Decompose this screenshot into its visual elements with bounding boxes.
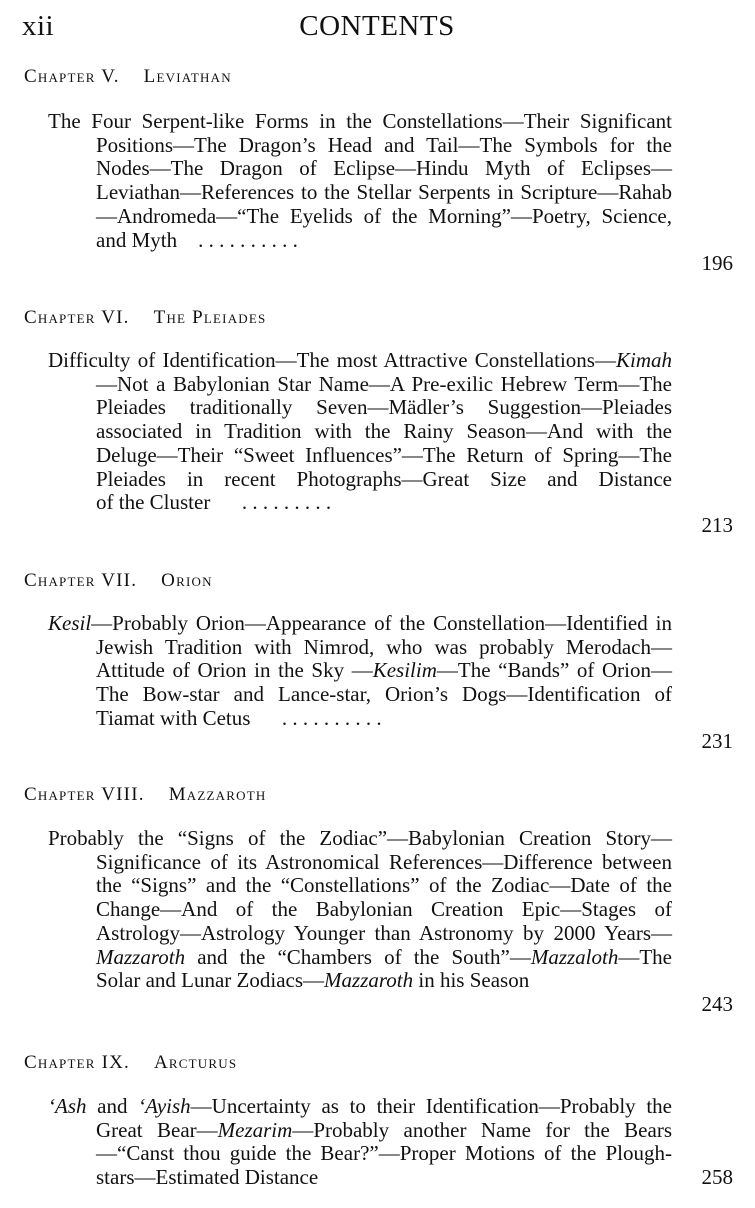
chapter-heading [24, 1052, 237, 1074]
chapter-summary [48, 348, 672, 515]
summary-last-line: Myth [131, 227, 178, 252]
chapter-summary [48, 611, 673, 731]
chapter-number: Chapter VI. [24, 307, 130, 328]
chapter-number: Chapter V. [24, 66, 120, 87]
summary-last-line: Cetus [202, 705, 251, 730]
chapter-name: Arcturus [153, 1052, 238, 1073]
summary-text: Probably the “Signs of the Zodiac”—Babylonian Creation Story—Significance of its Astronomical References—Difference between the “Signs” and the “Constellations” of the Zodiac—Date of the Change—And of the Babylonian Creation Epic—Stages of Astrology—Astrology Younger than Astronomy by 2000 Years—Mazzaroth and the “Chambers of the South”—Mazzaloth—The Solar and Lunar Zodiacs—Mazzaroth in his Season [48, 826, 672, 993]
summary-text: Kesil—Probably Orion—Appearance of the Constellation—Identified in Jewish Tradition with Nimrod, who was probably Merodach—Attitude of Orion in the Sky —Kesilim—The “Bands” of Orion—The Bow-star and Lance-star, Orion’s Dogs—Identification of Tiamat with [48, 611, 673, 730]
leader-dots: . . . . . . . . . . [281, 705, 382, 730]
page-title: CONTENTS [299, 10, 455, 42]
summary-text: The Four Serpent-like Forms in the Constellations—Their Significant Positions—The Dragon’s Head and Tail—The Symbols for the Nodes—The Dragon of Eclipse—Hindu Myth of Eclipses—Leviathan—References to the Stellar Serpents in Scripture—Rahab—Andromeda—“The Eyelids of the Morning”—Poetry, Science, and [48, 109, 672, 252]
page-header [22, 6, 732, 46]
chapter-heading [24, 66, 232, 88]
chapter-summary [48, 826, 672, 993]
page-number: 231 [701, 729, 733, 753]
page-number: 213 [701, 513, 733, 537]
summary-text: ‘Ash and ‘Ayish—Uncertainty as to their Identification—Probably the Great Bear—Mezarim—Probably another Name for the Bears—“Canst thou guide the Bear?”—Proper Motions of the Plough-stars—Estimated Distance [48, 1094, 672, 1190]
summary-text: Difficulty of Identification—The most Attractive Constellations—Kimah—Not a Babylonian Star Name—A Pre-exilic Hebrew Term—The Pleiades traditionally Seven—Mädler’s Suggestion—Pleiades associated in Tradition with the Rainy Season—And with the Deluge—Their “Sweet Influences”—The Return of Spring—The Pleiades in recent Photographs—Great Size and Distance [48, 348, 672, 491]
summary-last-line: of the Cluster [96, 490, 211, 515]
chapter-number: Chapter VII. [24, 570, 138, 591]
chapter-name: Leviathan [143, 66, 232, 87]
chapter-name: The Pleiades [153, 307, 267, 328]
page-number: 258 [701, 1165, 733, 1189]
page-folio: xii [22, 10, 55, 42]
chapter-name: Mazzaroth [168, 784, 267, 805]
leader-dots: . . . . . . . . . . [198, 227, 298, 252]
chapter-summary [48, 109, 672, 252]
chapter-heading [24, 307, 266, 329]
chapter-number: Chapter IX. [24, 1052, 130, 1073]
chapter-name: Orion [161, 570, 213, 591]
chapter-heading [24, 570, 213, 592]
page-number: 196 [701, 251, 733, 275]
chapter-number: Chapter VIII. [24, 784, 145, 805]
chapter-heading [24, 784, 266, 806]
leader-dots: . . . . . . . . . [241, 490, 332, 515]
chapter-summary [48, 1094, 672, 1190]
page-number: 243 [701, 992, 733, 1016]
